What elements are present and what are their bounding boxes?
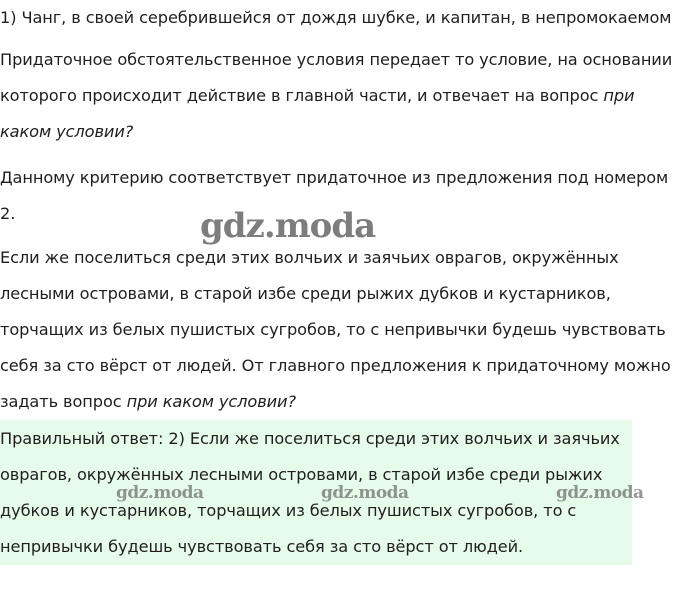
text-line: торчащих из белых пушистых сугробов, то с непривычки будешь чувствовать xyxy=(0,320,666,339)
text-line: 2. xyxy=(0,204,16,223)
text-line xyxy=(0,114,672,150)
text-line xyxy=(0,384,671,420)
text-line: Если же поселиться среди этих волчьих и заячьих оврагов, окружённых xyxy=(0,248,619,267)
paragraph-criterion xyxy=(0,160,668,232)
text-line: Данному критерию соответствует придаточное из предложения под номером xyxy=(0,168,669,187)
paragraph-example-sentence xyxy=(0,240,671,420)
text-line: оврагов, окружённых лесными островами, в старой избе среди рыжих xyxy=(0,465,603,484)
watermark-logo: gdz.moda xyxy=(556,483,644,503)
watermark-logo: gdz.moda xyxy=(116,483,204,503)
italic-question: при каком условии? xyxy=(126,392,296,411)
paragraph-explanation xyxy=(0,42,672,150)
text-line xyxy=(0,78,672,114)
text-fragment: которого происходит действие в главной части, и отвечает на вопрос xyxy=(0,86,604,105)
text-line: Правильный ответ: 2) Если же поселиться среди этих волчьих и заячьих xyxy=(0,429,620,448)
text-line: Придаточное обстоятельственное условия передает то условие, на основании xyxy=(0,50,673,69)
text-line: непривычки будешь чувствовать себя за сто вёрст от людей. xyxy=(0,537,524,556)
watermark-logo: gdz.moda xyxy=(200,206,376,246)
italic-question: при xyxy=(603,86,635,105)
text-line: дубков и кустарников, торчащих из белых пушистых сугробов, то с xyxy=(0,501,577,520)
text-line: себя за сто вёрст от людей. От главного предложения к придаточному можно xyxy=(0,356,671,375)
text-fragment: задать вопрос xyxy=(0,392,127,411)
text-line: лесными островами, в старой избе среди рыжих дубков и кустарников, xyxy=(0,284,611,303)
italic-question: каком условии? xyxy=(0,122,134,141)
paragraph-sentence-1 xyxy=(0,0,671,36)
watermark-logo: gdz.moda xyxy=(321,483,409,503)
correct-answer-text xyxy=(0,421,620,565)
text-line: 1) Чанг, в своей серебрившейся от дождя шубке, и капитан, в непромокаемом xyxy=(0,8,672,27)
